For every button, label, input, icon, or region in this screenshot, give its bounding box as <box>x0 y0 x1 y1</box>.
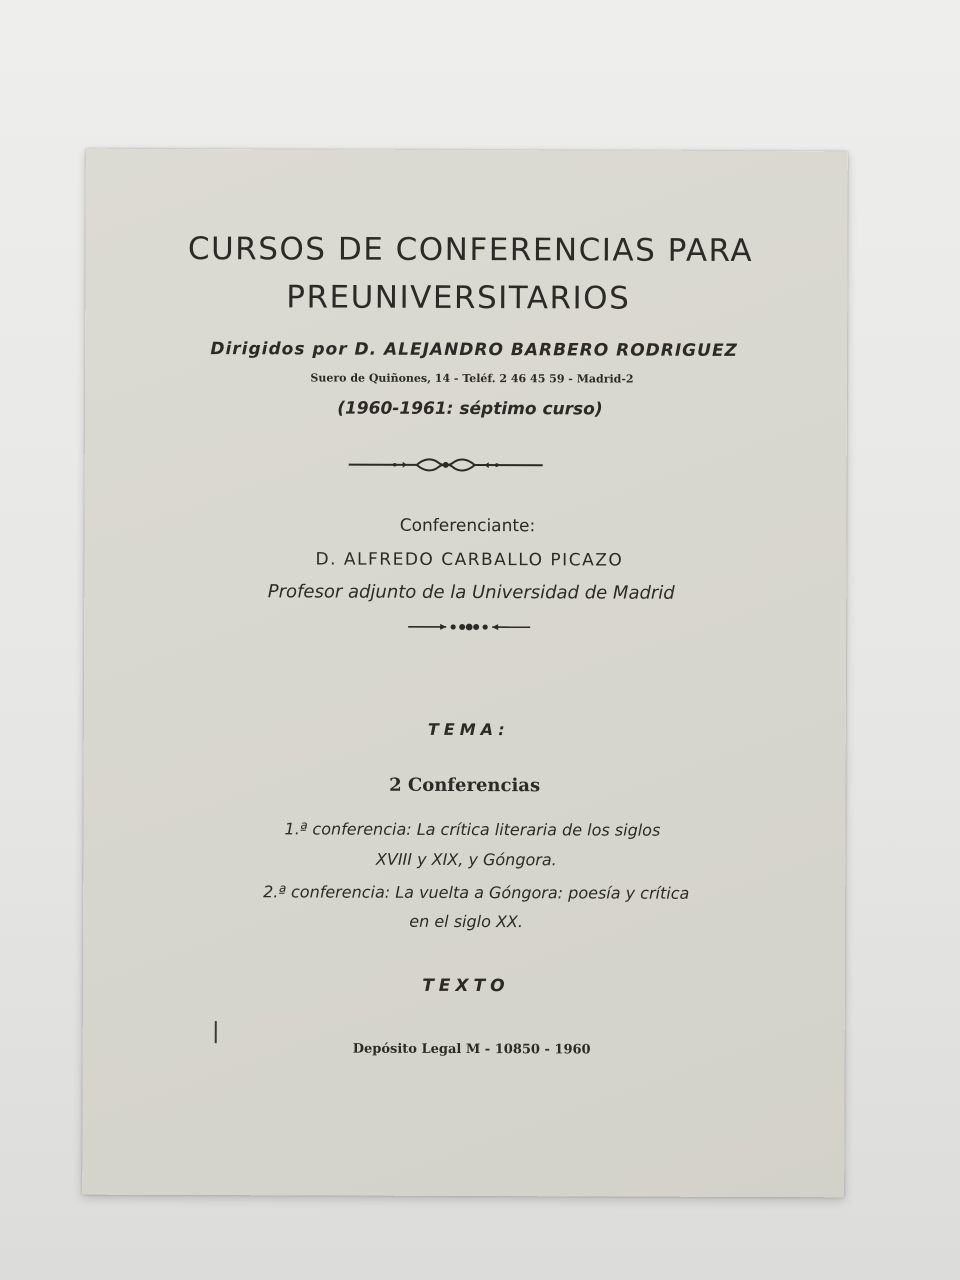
texto-label: TEXTO <box>422 975 510 997</box>
lecturer-title: Profesor adjunto de la Universidad de Madrid <box>267 581 675 604</box>
title-line-2: PREUNIVERSITARIOS <box>286 279 631 317</box>
title-line-1: CURSOS DE CONFERENCIAS PARA <box>187 231 754 270</box>
pencil-mark <box>215 1021 217 1043</box>
legal-deposit: Depósito Legal M - 10850 - 1960 <box>352 1041 591 1058</box>
booklet-cover <box>82 149 848 1198</box>
conference-2-line-1: 2.ª conferencia: La vuelta a Góngora: poesía y crítica <box>263 882 690 903</box>
lecture-count: 2 Conferencias <box>389 774 541 797</box>
year-course: (1960-1961: séptimo curso) <box>337 398 603 420</box>
ornament-dotted-icon <box>406 620 532 634</box>
tema-label: TEMA: <box>427 719 510 740</box>
lecturer-name: D. ALFREDO CARBALLO PICAZO <box>315 549 624 571</box>
ornament-flourish-icon <box>347 454 545 477</box>
directed-by: Dirigidos por D. ALEJANDRO BARBERO RODRIGUEZ <box>210 339 738 361</box>
address: Suero de Quiñones, 14 - Teléf. 2 46 45 59 - Madrid-2 <box>310 371 634 386</box>
conference-2-line-2: en el siglo XX. <box>409 911 524 932</box>
conference-1-line-1: 1.ª conferencia: La crítica literaria de los siglos <box>284 819 661 840</box>
lecturer-label: Conferenciante: <box>399 515 536 537</box>
conference-1-line-2: XVIII y XIX, y Góngora. <box>375 849 557 870</box>
